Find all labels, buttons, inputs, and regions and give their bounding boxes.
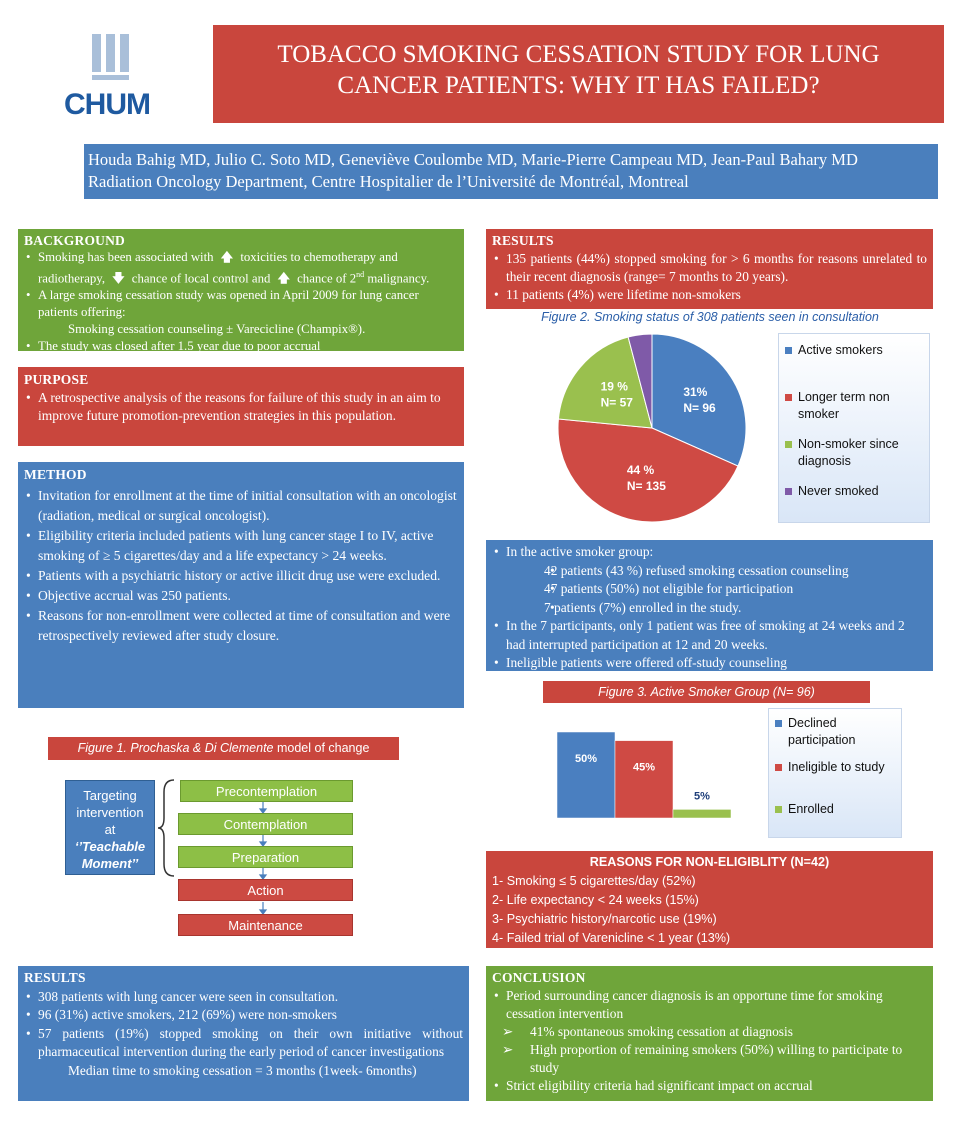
- legend-enrolled: Enrolled: [775, 801, 895, 818]
- conclusion-arrow-1: ➢ 41% spontaneous smoking cessation at diagnosis: [492, 1023, 927, 1041]
- method-item-4: • Objective accrual was 250 patients.: [24, 586, 458, 606]
- pie-label-n-3: N= 57: [600, 395, 633, 410]
- figure2-pie-chart: [552, 328, 752, 528]
- figure3-bar-chart: [555, 706, 755, 828]
- active-group-item-2: • In the 7 participants, only 1 patient was free of smoking at 24 weeks and 2 had interrupted participation at 12 and 20 weeks.: [492, 617, 927, 654]
- pie-label-pct-1: 31%: [683, 384, 708, 399]
- results-right-heading: RESULTS: [492, 233, 554, 248]
- bar-label-1: 50%: [574, 753, 598, 765]
- background-item-1: • Smoking has been associated with 🡅 toxicities to chemotherapy and radiotherapy, 🡇 chance of local control and 🡅 chance of 2nd malignancy.: [24, 249, 458, 287]
- active-group-sub-1: • 42 patients (43 %) refused smoking cessation counseling: [492, 562, 927, 581]
- results-right-item-1: • 135 patients (44%) stopped smoking for > 6 months for reasons unrelated to their recent diagnosis (range= 7 months to 20 years).: [492, 250, 927, 286]
- bar-label-2: 45%: [632, 761, 656, 774]
- background-item-2: • A large smoking cessation study was opened in April 2009 for lung cancer patients offering:: [24, 287, 458, 321]
- pie-label-n-2: N= 135: [626, 479, 666, 494]
- purpose-item: • A retrospective analysis of the reasons for failure of this study in an aim to improve future promotion-prevention strategies in this population.: [24, 389, 458, 425]
- conclusion-arrow-2: ➢ High proportion of remaining smokers (50%) willing to participate to study: [492, 1041, 927, 1077]
- figure3-caption: Figure 3. Active Smoker Group (N= 96): [543, 681, 870, 703]
- reason-2: 2- Life expectancy < 24 weeks (15%): [492, 893, 699, 907]
- legend-ineligible: Ineligible to study: [775, 759, 895, 801]
- title-line-2: CANCER PATIENTS: WHY IT HAS FAILED?: [337, 72, 820, 99]
- results-left-median: Median time to smoking cessation = 3 months (1week- 6months): [68, 1062, 417, 1078]
- brace-icon: [156, 778, 180, 878]
- chum-logo-text: CHUM: [64, 88, 150, 121]
- arrow-down-icon: 🡇: [112, 271, 125, 286]
- active-group-item-3: • Ineligible patients were offered off-study counseling: [492, 654, 927, 673]
- method-item-2: • Eligibility criteria included patients with lung cancer stage I to IV, active smoking of ≥ 5 cigarettes/day and a life expectancy > 24 weeks.: [24, 526, 458, 566]
- results-left-section: [18, 966, 469, 1101]
- chum-logo: [60, 32, 160, 124]
- pie-label-pct-2: 44 %: [626, 463, 655, 478]
- stage-contemplation: Contemplation: [178, 813, 353, 835]
- legend-longer-term: Longer term non smoker: [785, 389, 923, 436]
- stage-maintenance: Maintenance: [178, 914, 353, 936]
- reason-3: 3- Psychiatric history/narcotic use (19%): [492, 912, 717, 926]
- method-heading: METHOD: [24, 467, 87, 482]
- legend-declined: Declined participation: [775, 715, 895, 759]
- reasons-section: [486, 851, 933, 948]
- legend-never-smoked: Never smoked: [785, 483, 923, 500]
- authors-banner: [84, 144, 938, 199]
- results-left-item-1: • 308 patients with lung cancer were seen in consultation.: [24, 988, 463, 1007]
- legend-active-smokers: Active smokers: [785, 342, 923, 389]
- results-left-heading: RESULTS: [24, 970, 86, 985]
- purpose-heading: PURPOSE: [24, 372, 89, 387]
- authors-names: Houda Bahig MD, Julio C. Soto MD, Geneviève Coulombe MD, Marie-Pierre Campeau MD, Jean-Paul Bahary MD: [88, 150, 858, 169]
- stage-preparation: Preparation: [178, 846, 353, 868]
- background-heading: BACKGROUND: [24, 233, 126, 248]
- conclusion-item-1: • Period surrounding cancer diagnosis is an opportune time for smoking cessation intervention: [492, 987, 927, 1023]
- reasons-heading: REASONS FOR NON-ELIGIBLITY (N=42): [589, 855, 830, 869]
- active-group-section: [486, 540, 933, 671]
- stage-action: Action: [178, 879, 353, 901]
- conclusion-section: [486, 966, 933, 1101]
- reason-4: 4- Failed trial of Varenicline < 1 year (13%): [492, 931, 731, 945]
- figure1-diagram: [60, 774, 360, 939]
- bar-3: [673, 809, 731, 818]
- pie-label-pct-3: 19 %: [600, 379, 628, 394]
- results-right-section: [486, 229, 933, 309]
- arrow-up-icon: 🡅: [277, 271, 290, 286]
- targeting-intervention-box: Targeting intervention at ‘’Teachable Moment’’: [65, 780, 155, 875]
- chum-logo-mark: [60, 32, 160, 92]
- results-left-item-3: • 57 patients (19%) stopped smoking on their own initiative without pharmaceutical intervention during the early period of cancer investigations: [24, 1025, 463, 1062]
- method-item-3: • Patients with a psychiatric history or active illicit drug use were excluded.: [24, 566, 458, 586]
- conclusion-heading: CONCLUSION: [492, 970, 586, 985]
- background-section: [18, 229, 464, 354]
- figure3-legend: [768, 708, 902, 838]
- active-group-sub-3: • 7 patients (7%) enrolled in the study.: [492, 599, 927, 618]
- legend-since-diagnosis: Non-smoker since diagnosis: [785, 436, 923, 483]
- arrow-up-icon: 🡅: [220, 250, 234, 264]
- active-group-intro: • In the active smoker group:: [492, 543, 927, 562]
- reason-1: 1- Smoking ≤ 5 cigarettes/day (52%): [492, 874, 696, 888]
- authors-affiliation: Radiation Oncology Department, Centre Hospitalier de l’Université de Montréal, Montreal: [88, 172, 689, 191]
- stage-precontemplation: Precontemplation: [180, 780, 353, 802]
- bar-2: [615, 741, 673, 818]
- method-item-5: • Reasons for non-enrollment were collected at time of consultation and were retrospectively reviewed after study closure.: [24, 606, 458, 646]
- pie-label-n-1: N= 96: [683, 400, 716, 415]
- bar-1: [557, 732, 615, 818]
- poster-title: [213, 25, 944, 123]
- purpose-section: [18, 367, 464, 446]
- background-item-3: • The study was closed after 1.5 year due to poor accrual: [24, 338, 458, 355]
- method-item-1: • Invitation for enrollment at the time of initial consultation with an oncologist (radiation, medical or surgical oncologist).: [24, 486, 458, 526]
- conclusion-item-2: • Strict eligibility criteria had significant impact on accrual: [492, 1077, 927, 1095]
- results-left-item-2: • 96 (31%) active smokers, 212 (69%) were non-smokers: [24, 1006, 463, 1025]
- background-item-2-sub: Smoking cessation counseling ± Varecicline (Champix®).: [68, 322, 366, 337]
- active-group-sub-2: • 47 patients (50%) not eligible for participation: [492, 580, 927, 599]
- figure2-caption: Figure 2. Smoking status of 308 patients seen in consultation: [541, 310, 879, 324]
- results-right-item-2: • 11 patients (4%) were lifetime non-smokers: [492, 286, 927, 304]
- bar-label-3: 5%: [694, 790, 710, 803]
- figure1-caption: Figure 1. Prochaska & Di Clemente model of change: [48, 737, 399, 760]
- method-section: [18, 462, 464, 708]
- title-line-1: TOBACCO SMOKING CESSATION STUDY FOR LUNG: [277, 41, 880, 68]
- figure2-legend: [778, 333, 930, 523]
